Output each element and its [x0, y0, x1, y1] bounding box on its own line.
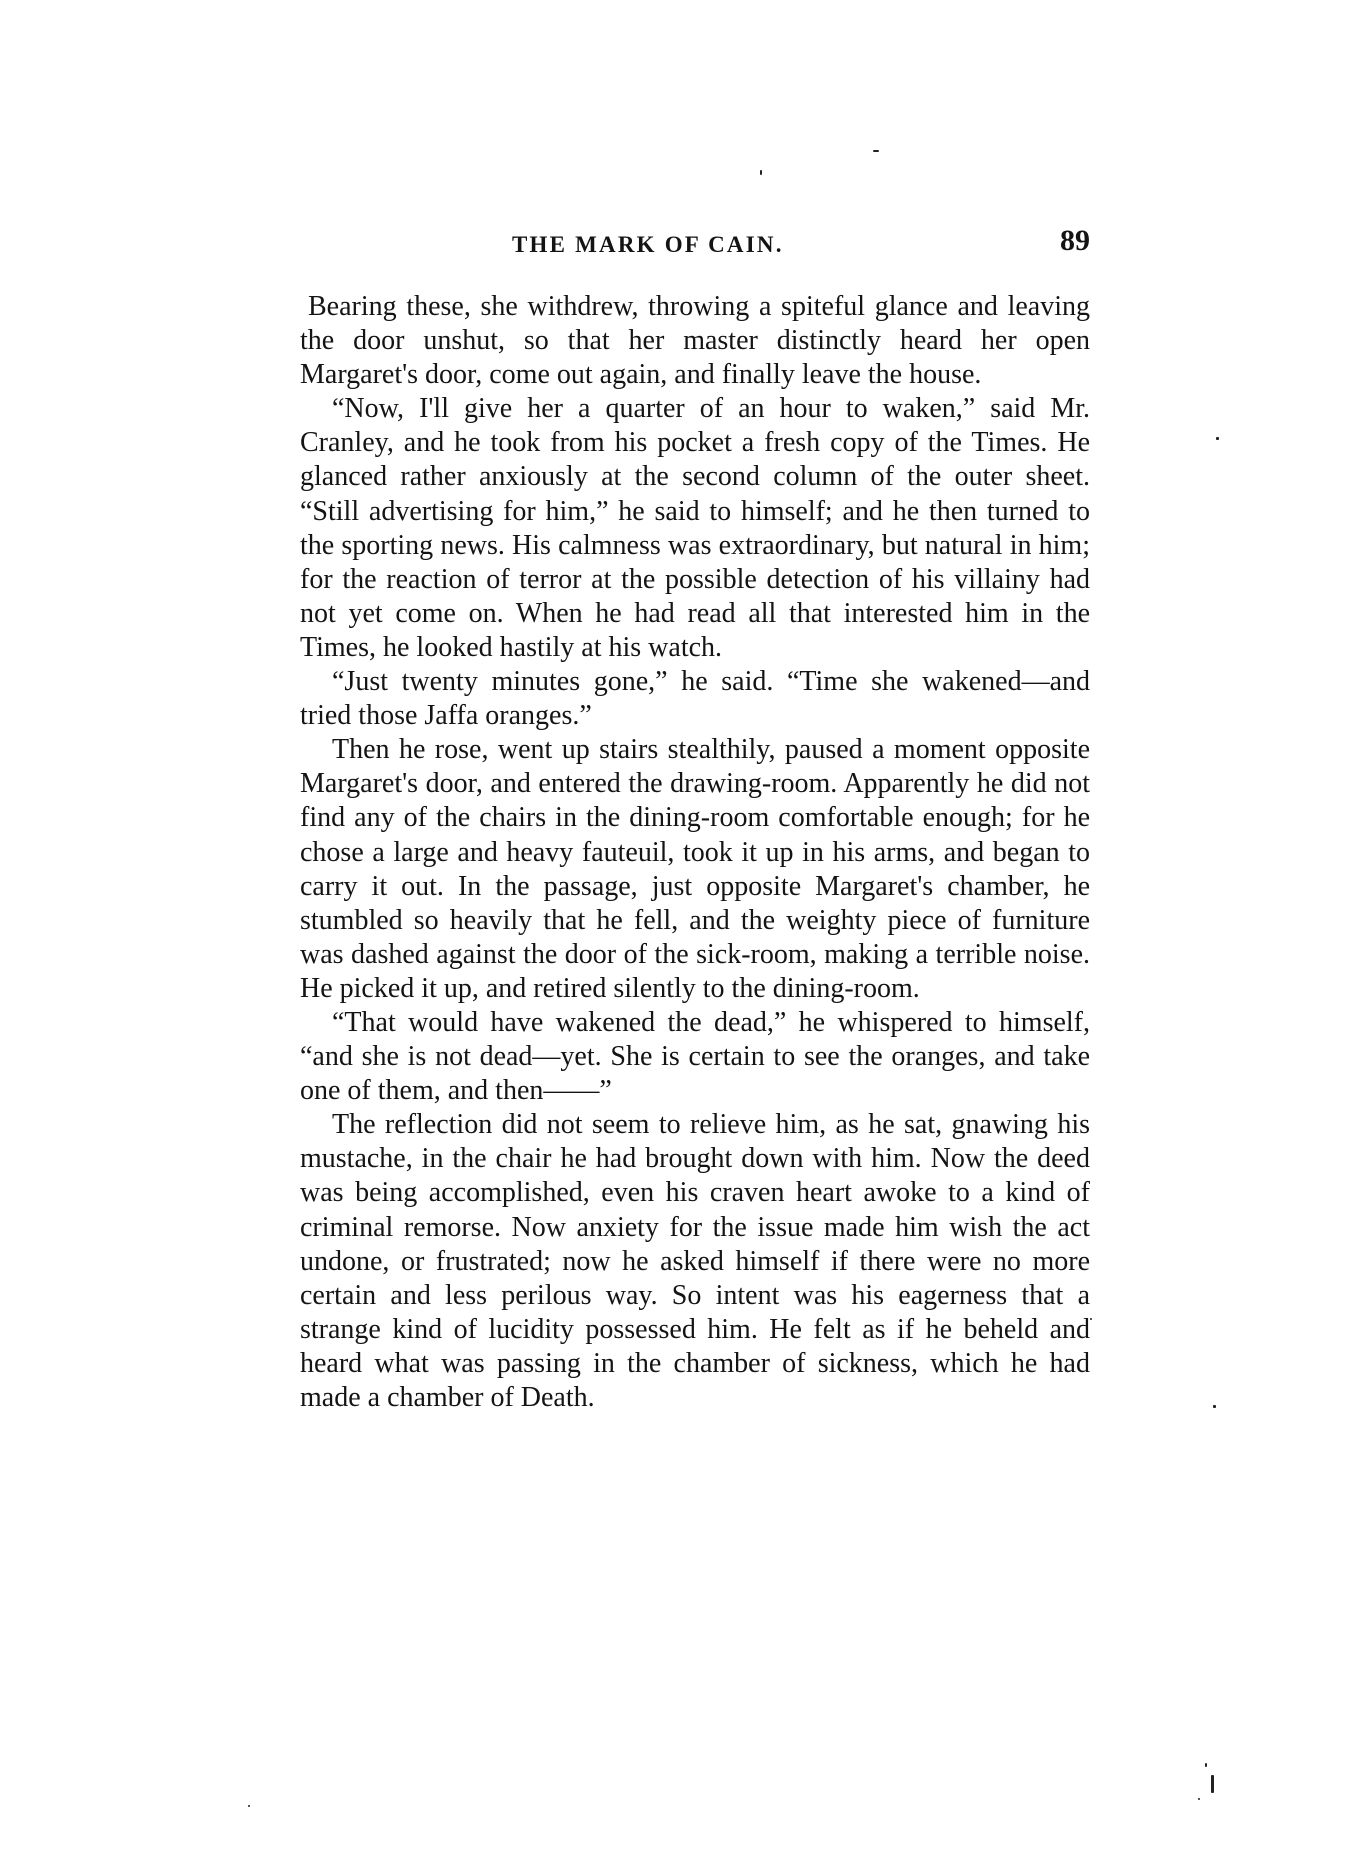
paragraph-1: Bearing these, she withdrew, throwing a spiteful glance and leaving the door unshut, so that her master distinctly heard her open Margaret's door, come out again, and finally leave the house. — [300, 291, 1090, 391]
scan-speck — [1213, 1405, 1216, 1408]
scan-speck — [248, 1805, 250, 1807]
page-header — [300, 224, 1090, 264]
scan-speck — [1198, 1798, 1200, 1800]
paragraph-6: The reflection did not seem to relieve him, as he sat, gnawing his mustache, in the chair he had brought down with him. Now the deed was being accomplished, even his craven heart awoke to a kind of criminal remorse. Now anxiety for the issue made him wish the act undone, or frustrated; now he asked himself if there were no more certain and less perilous way. So intent was his eagerness that a strange kind of lucidity possessed him. He felt as if he beheld and heard what was passing in the chamber of sickness, which he had made a chamber of Death. — [300, 1109, 1090, 1413]
paragraph-4: Then he rose, went up stairs stealthily, paused a moment opposite Margaret's door, and entered the drawing-room. Apparently he did not find any of the chairs in the dining-room comfortable enough; for he chose a large and heavy fauteuil, took it up in his arms, and began to carry it out. In the passage, just opposite Margaret's chamber, he stumbled so heavily that he fell, and the weighty piece of furniture was dashed against the door of the sick-room, making a terrible noise. He picked it up, and retired silently to the dining-room. — [300, 734, 1090, 1004]
paragraph-2: “Now, I'll give her a quarter of an hour to waken,” said Mr. Cranley, and he took from his pocket a fresh copy of the Times. He glanced rather anxiously at the second column of the outer sheet. “Still advertising for him,” he said to himself; and he then turned to the sporting news. His calmness was extraordinary, but natural in him; for the reaction of terror at the possible detection of his villainy had not yet come on. When he had read all that interested him in the Times, he looked hastily at his watch. — [300, 393, 1090, 663]
scan-speck — [1211, 1775, 1214, 1793]
body-text — [300, 290, 1090, 1415]
paragraph-5: “That would have wakened the dead,” he whispered to himself, “and she is not dead—yet. She is certain to see the oranges, and take one of them, and then——” — [300, 1006, 1090, 1107]
scan-speck — [1205, 1763, 1207, 1767]
paragraph-3: “Just twenty minutes gone,” he said. “Time she wakened—and tried those Jaffa oranges.” — [300, 666, 1090, 732]
scan-speck — [760, 170, 762, 175]
scan-speck — [873, 150, 879, 152]
page-number: 89 — [1060, 224, 1090, 257]
scan-speck — [1216, 437, 1219, 440]
scan-speck — [1090, 1318, 1092, 1320]
running-title: THE MARK OF CAIN. — [512, 232, 784, 257]
